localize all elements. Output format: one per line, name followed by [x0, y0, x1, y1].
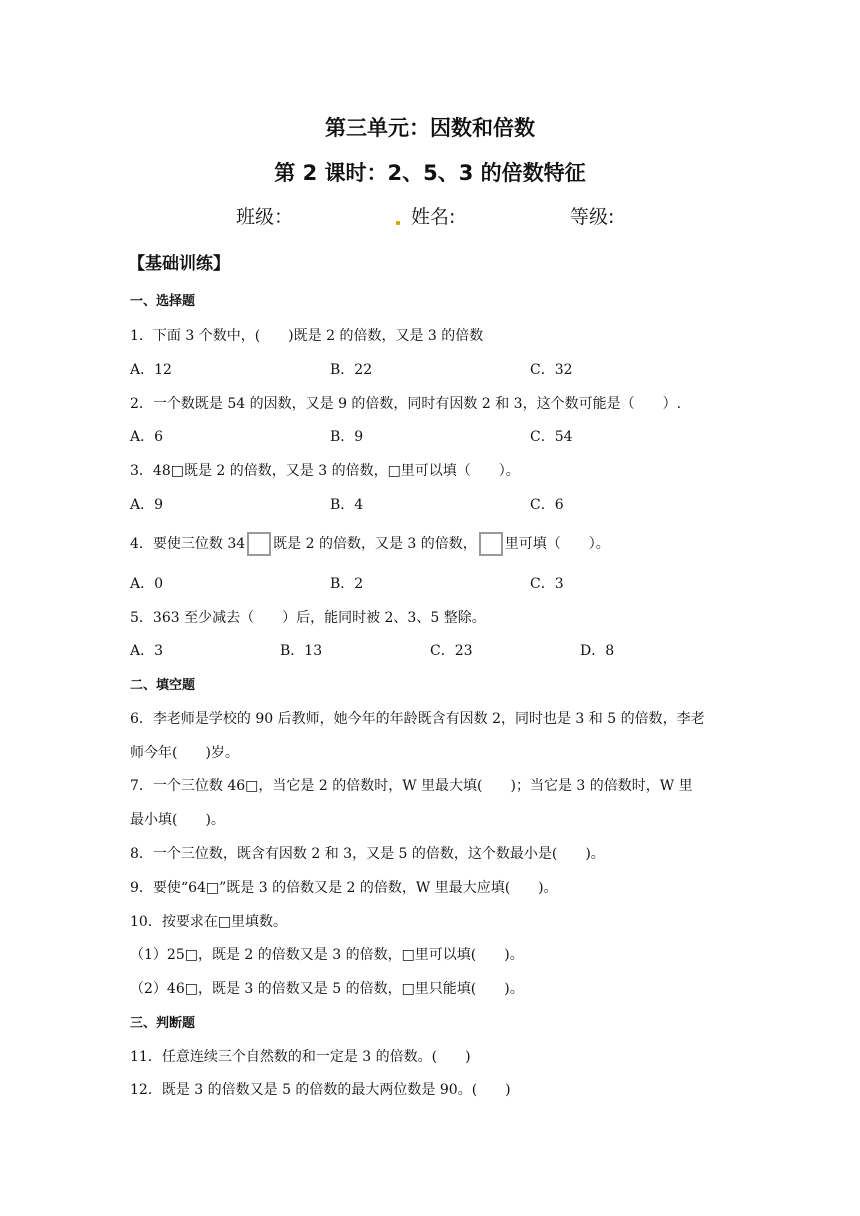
q1-option-c: C．32 — [530, 362, 573, 378]
class-label: 班级： — [236, 206, 294, 228]
q2-option-b: B．9 — [330, 429, 364, 445]
question-11: 11．任意连续三个自然数的和一定是 3 的倍数。( ) — [130, 1049, 471, 1065]
section-fill-heading: 二、填空题 — [130, 678, 196, 693]
question-6-line-1: 6．李老师是学校的 90 后教师，她今年的年龄既含有因数 2，同时也是 3 和 5 的倍数，李老 — [130, 711, 705, 727]
blank-box-icon — [247, 532, 271, 556]
q3-option-b: B．4 — [330, 497, 364, 513]
q5-option-b: B．13 — [280, 643, 323, 659]
q3-option-c: C．6 — [530, 497, 564, 513]
q4-text-part3: 里可填（ ）。 — [504, 536, 610, 552]
question-9: 9．要使“64□”既是 3 的倍数又是 2 的倍数，W 里最大应填( )。 — [130, 880, 558, 896]
highlight-dot — [396, 221, 400, 225]
question-7-line-2: 最小填( )。 — [130, 812, 225, 828]
q4-option-b: B．2 — [330, 576, 364, 592]
q5-option-c: C．23 — [430, 643, 473, 659]
grade-label: 等级: — [570, 206, 615, 228]
unit-title: 第三单元：因数和倍数 — [325, 116, 535, 140]
q5-option-a: A．3 — [130, 643, 164, 659]
q4-text-part1: 4．要使三位数 34 — [130, 536, 246, 552]
q2-option-a: A．6 — [130, 429, 164, 445]
question-6-line-2: 师今年( )岁。 — [130, 745, 239, 761]
question-4 — [130, 530, 610, 558]
question-2: 2．一个数既是 54 的因数，又是 9 的倍数，同时有因数 2 和 3，这个数可能是（ ）. — [130, 396, 682, 412]
question-5: 5．363 至少减去（ ）后，能同时被 2、3、5 整除。 — [130, 610, 486, 626]
name-label: 姓名: — [411, 206, 456, 228]
q4-option-c: C．3 — [530, 576, 564, 592]
question-10-sub-2: （2）46□，既是 3 的倍数又是 5 的倍数，□里只能填( )。 — [130, 981, 524, 997]
q5-option-d: D．8 — [580, 643, 615, 659]
question-12: 12．既是 3 的倍数又是 5 的倍数的最大两位数是 90。( ) — [130, 1082, 511, 1098]
question-10-sub-1: （1）25□，既是 2 的倍数又是 3 的倍数，□里可以填( )。 — [130, 947, 524, 963]
question-7-line-1: 7．一个三位数 46□，当它是 2 的倍数时，W 里最大填( )；当它是 3 的倍数时，W 里 — [130, 778, 693, 794]
q3-option-a: A．9 — [130, 497, 164, 513]
q1-option-a: A．12 — [130, 362, 172, 378]
question-10: 10．按要求在□里填数。 — [130, 914, 288, 930]
section-basic-training: 【基础训练】 — [128, 254, 230, 274]
question-3: 3．48□既是 2 的倍数，又是 3 的倍数，□里可以填（ ）。 — [130, 463, 520, 479]
q2-option-c: C．54 — [530, 429, 573, 445]
q1-option-b: B．22 — [330, 362, 373, 378]
question-1: 1．下面 3 个数中，( )既是 2 的倍数，又是 3 的倍数 — [130, 328, 484, 344]
lesson-title: 第 2 课时：2、5、3 的倍数特征 — [274, 161, 586, 185]
q4-option-a: A．0 — [130, 576, 164, 592]
blank-box-icon — [479, 532, 503, 556]
q4-text-part2: 既是 2 的倍数，又是 3 的倍数， — [273, 536, 477, 552]
section-choice-heading: 一、选择题 — [130, 294, 196, 309]
question-8: 8．一个三位数，既含有因数 2 和 3，又是 5 的倍数，这个数最小是( )。 — [130, 846, 605, 862]
section-judge-heading: 三、判断题 — [130, 1016, 196, 1031]
